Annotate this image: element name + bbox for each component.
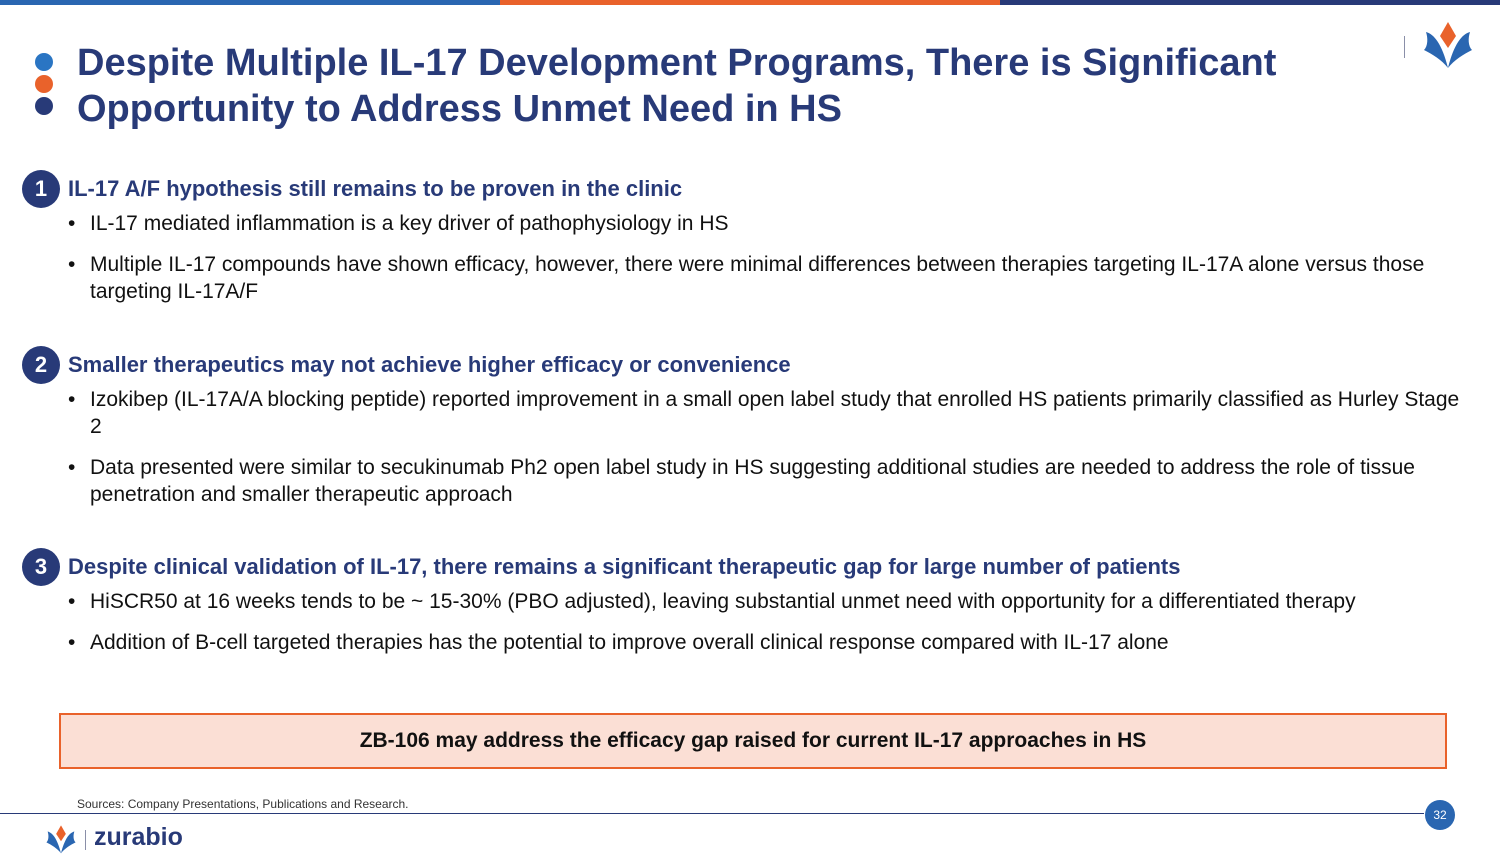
bullet-text: HiSCR50 at 16 weeks tends to be ~ 15-30% (PBO adjusted), leaving substantial unmet need with opportunity for a differentiated therapy	[90, 590, 1356, 613]
brand-name: zurabio	[94, 823, 183, 851]
title-dots-decoration	[35, 53, 55, 119]
bullet-glyph: •	[68, 590, 76, 613]
bullet-glyph: •	[68, 456, 76, 479]
top-bar-blue-segment	[0, 0, 500, 5]
sources-note: Sources: Company Presentations, Publications and Research.	[77, 797, 409, 811]
slide-title-line-2: Opportunity to Address Unmet Need in HS	[77, 88, 842, 130]
section-number-badge: 1	[22, 170, 60, 208]
bullet-glyph: •	[68, 631, 76, 654]
top-color-bar	[0, 0, 1500, 5]
bullet-item	[68, 210, 1468, 237]
bullet-item	[68, 454, 1468, 508]
bullet-list	[68, 386, 1468, 522]
bullet-list	[68, 210, 1468, 319]
zurabio-logo-icon-footer	[44, 824, 78, 856]
top-bar-orange-segment	[500, 0, 1000, 5]
bullet-text: Izokibep (IL-17A/A blocking peptide) reported improvement in a small open label study that enrolled HS patients primarily classified as Hurley Stage 2	[90, 388, 1460, 438]
zurabio-logo-icon	[1420, 20, 1476, 72]
section-heading: IL-17 A/F hypothesis still remains to be proven in the clinic	[68, 176, 683, 201]
callout-text: ZB-106 may address the efficacy gap raised for current IL-17 approaches in HS	[359, 729, 1147, 752]
bullet-text: Addition of B-cell targeted therapies has the potential to improve overall clinical response compared with IL-17 alone	[90, 631, 1169, 654]
slide-title-line-1: Despite Multiple IL-17 Development Programs, There is Significant	[77, 42, 1277, 84]
footer-logo-divider	[85, 830, 86, 850]
bullet-text: Multiple IL-17 compounds have shown efficacy, however, there were minimal differences between therapies targeting IL-17A alone versus those targeting IL-17A/F	[90, 253, 1425, 303]
bullet-glyph: •	[68, 388, 76, 411]
bullet-item	[68, 588, 1468, 615]
footer-divider	[0, 813, 1424, 814]
orange-dot-icon	[35, 75, 53, 93]
bullet-list	[68, 588, 1468, 670]
section-heading: Despite clinical validation of IL-17, there remains a significant therapeutic gap for large number of patients	[68, 554, 1181, 579]
slide-title	[77, 40, 1397, 132]
section-heading: Smaller therapeutics may not achieve higher efficacy or convenience	[68, 352, 791, 377]
section-number-badge: 3	[22, 548, 60, 586]
bullet-glyph: •	[68, 253, 76, 276]
top-bar-navy-segment	[1000, 0, 1500, 5]
bullet-item	[68, 251, 1468, 305]
page-number-badge: 32	[1425, 800, 1455, 830]
navy-dot-icon	[35, 97, 53, 115]
callout-box	[59, 713, 1447, 769]
bullet-item	[68, 629, 1468, 656]
bullet-glyph: •	[68, 212, 76, 235]
logo-divider	[1404, 36, 1405, 58]
bullet-text: Data presented were similar to secukinumab Ph2 open label study in HS suggesting additional studies are needed to address the role of tissue penetration and smaller therapeutic approach	[90, 456, 1415, 506]
bullet-item	[68, 386, 1468, 440]
blue-dot-icon	[35, 53, 53, 71]
bullet-text: IL-17 mediated inflammation is a key driver of pathophysiology in HS	[90, 212, 729, 235]
section-number-badge: 2	[22, 346, 60, 384]
